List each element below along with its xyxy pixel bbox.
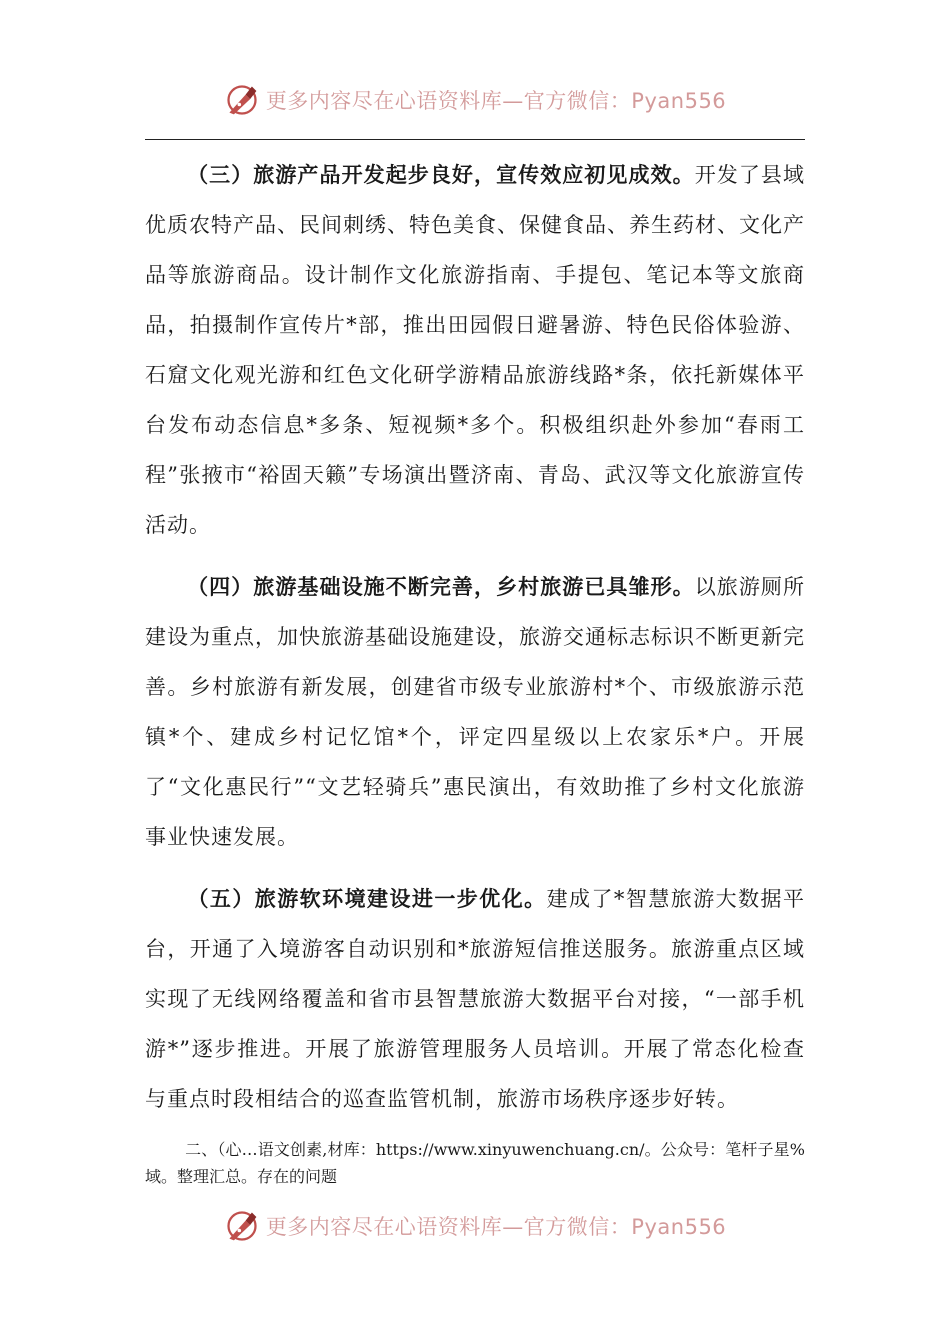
paragraph-3 — [145, 150, 805, 550]
paragraph-heading: （四）旅游基础设施不断完善，乡村旅游已具雏形。 — [187, 574, 695, 599]
header-banner — [0, 82, 950, 118]
footer-banner — [0, 1208, 950, 1244]
document-body — [145, 150, 805, 1190]
paragraph-5 — [145, 874, 805, 1124]
header-divider — [145, 139, 805, 140]
footer-watermark-text: 更多内容尽在心语资料库—官方微信：Pyan556 — [265, 1215, 727, 1239]
header-watermark-text: 更多内容尽在心语资料库—官方微信：Pyan556 — [265, 89, 727, 113]
pen-nib-logo-icon — [224, 1208, 260, 1244]
section-note-text: 二、（心…语文创素,材库：https://www.xinyuwenchuang.cn/。公众号：笔杆子星%域。整理汇总。存在的问题 — [145, 1140, 805, 1186]
paragraph-text: 以旅游厕所建设为重点，加快旅游基础设施建设，旅游交通标志标识不断更新完善。乡村旅游有新发展，创建省市级专业旅游村*个、市级旅游示范镇*个、建成乡村记忆馆*个，评定四星级以上农家乐*户。开展了“文化惠民行”“文艺轻骑兵”惠民演出，有效助推了乡村文化旅游事业快速发展。 — [145, 575, 806, 849]
paragraph-text: 开发了县域优质农特产品、民间刺绣、特色美食、保健食品、养生药材、文化产品等旅游商品。设计制作文化旅游指南、手提包、笔记本等文旅商品，拍摄制作宣传片*部，推出田园假日避暑游、特色民俗体验游、石窟文化观光游和红色文化研学游精品旅游线路*条，依托新媒体平台发布动态信息*多条、短视频*多个。积极组织赴外参加“春雨工程”张掖市“裕固天籁”专场演出暨济南、青岛、武汉等文化旅游宣传活动。 — [145, 163, 806, 537]
paragraph-4 — [145, 562, 805, 862]
section-note — [145, 1136, 805, 1190]
paragraph-heading: （三）旅游产品开发起步良好，宣传效应初见成效。 — [187, 162, 695, 187]
paragraph-text: 建成了*智慧旅游大数据平台，开通了入境游客自动识别和*旅游短信推送服务。旅游重点区域实现了无线网络覆盖和省市县智慧旅游大数据平台对接，“一部手机游*”逐步推进。开展了旅游管理服务人员培训。开展了常态化检查与重点时段相结合的巡查监管机制，旅游市场秩序逐步好转。 — [145, 887, 806, 1111]
paragraph-heading: （五）旅游软环境建设进一步优化。 — [187, 886, 547, 911]
pen-nib-logo-icon — [224, 82, 260, 118]
